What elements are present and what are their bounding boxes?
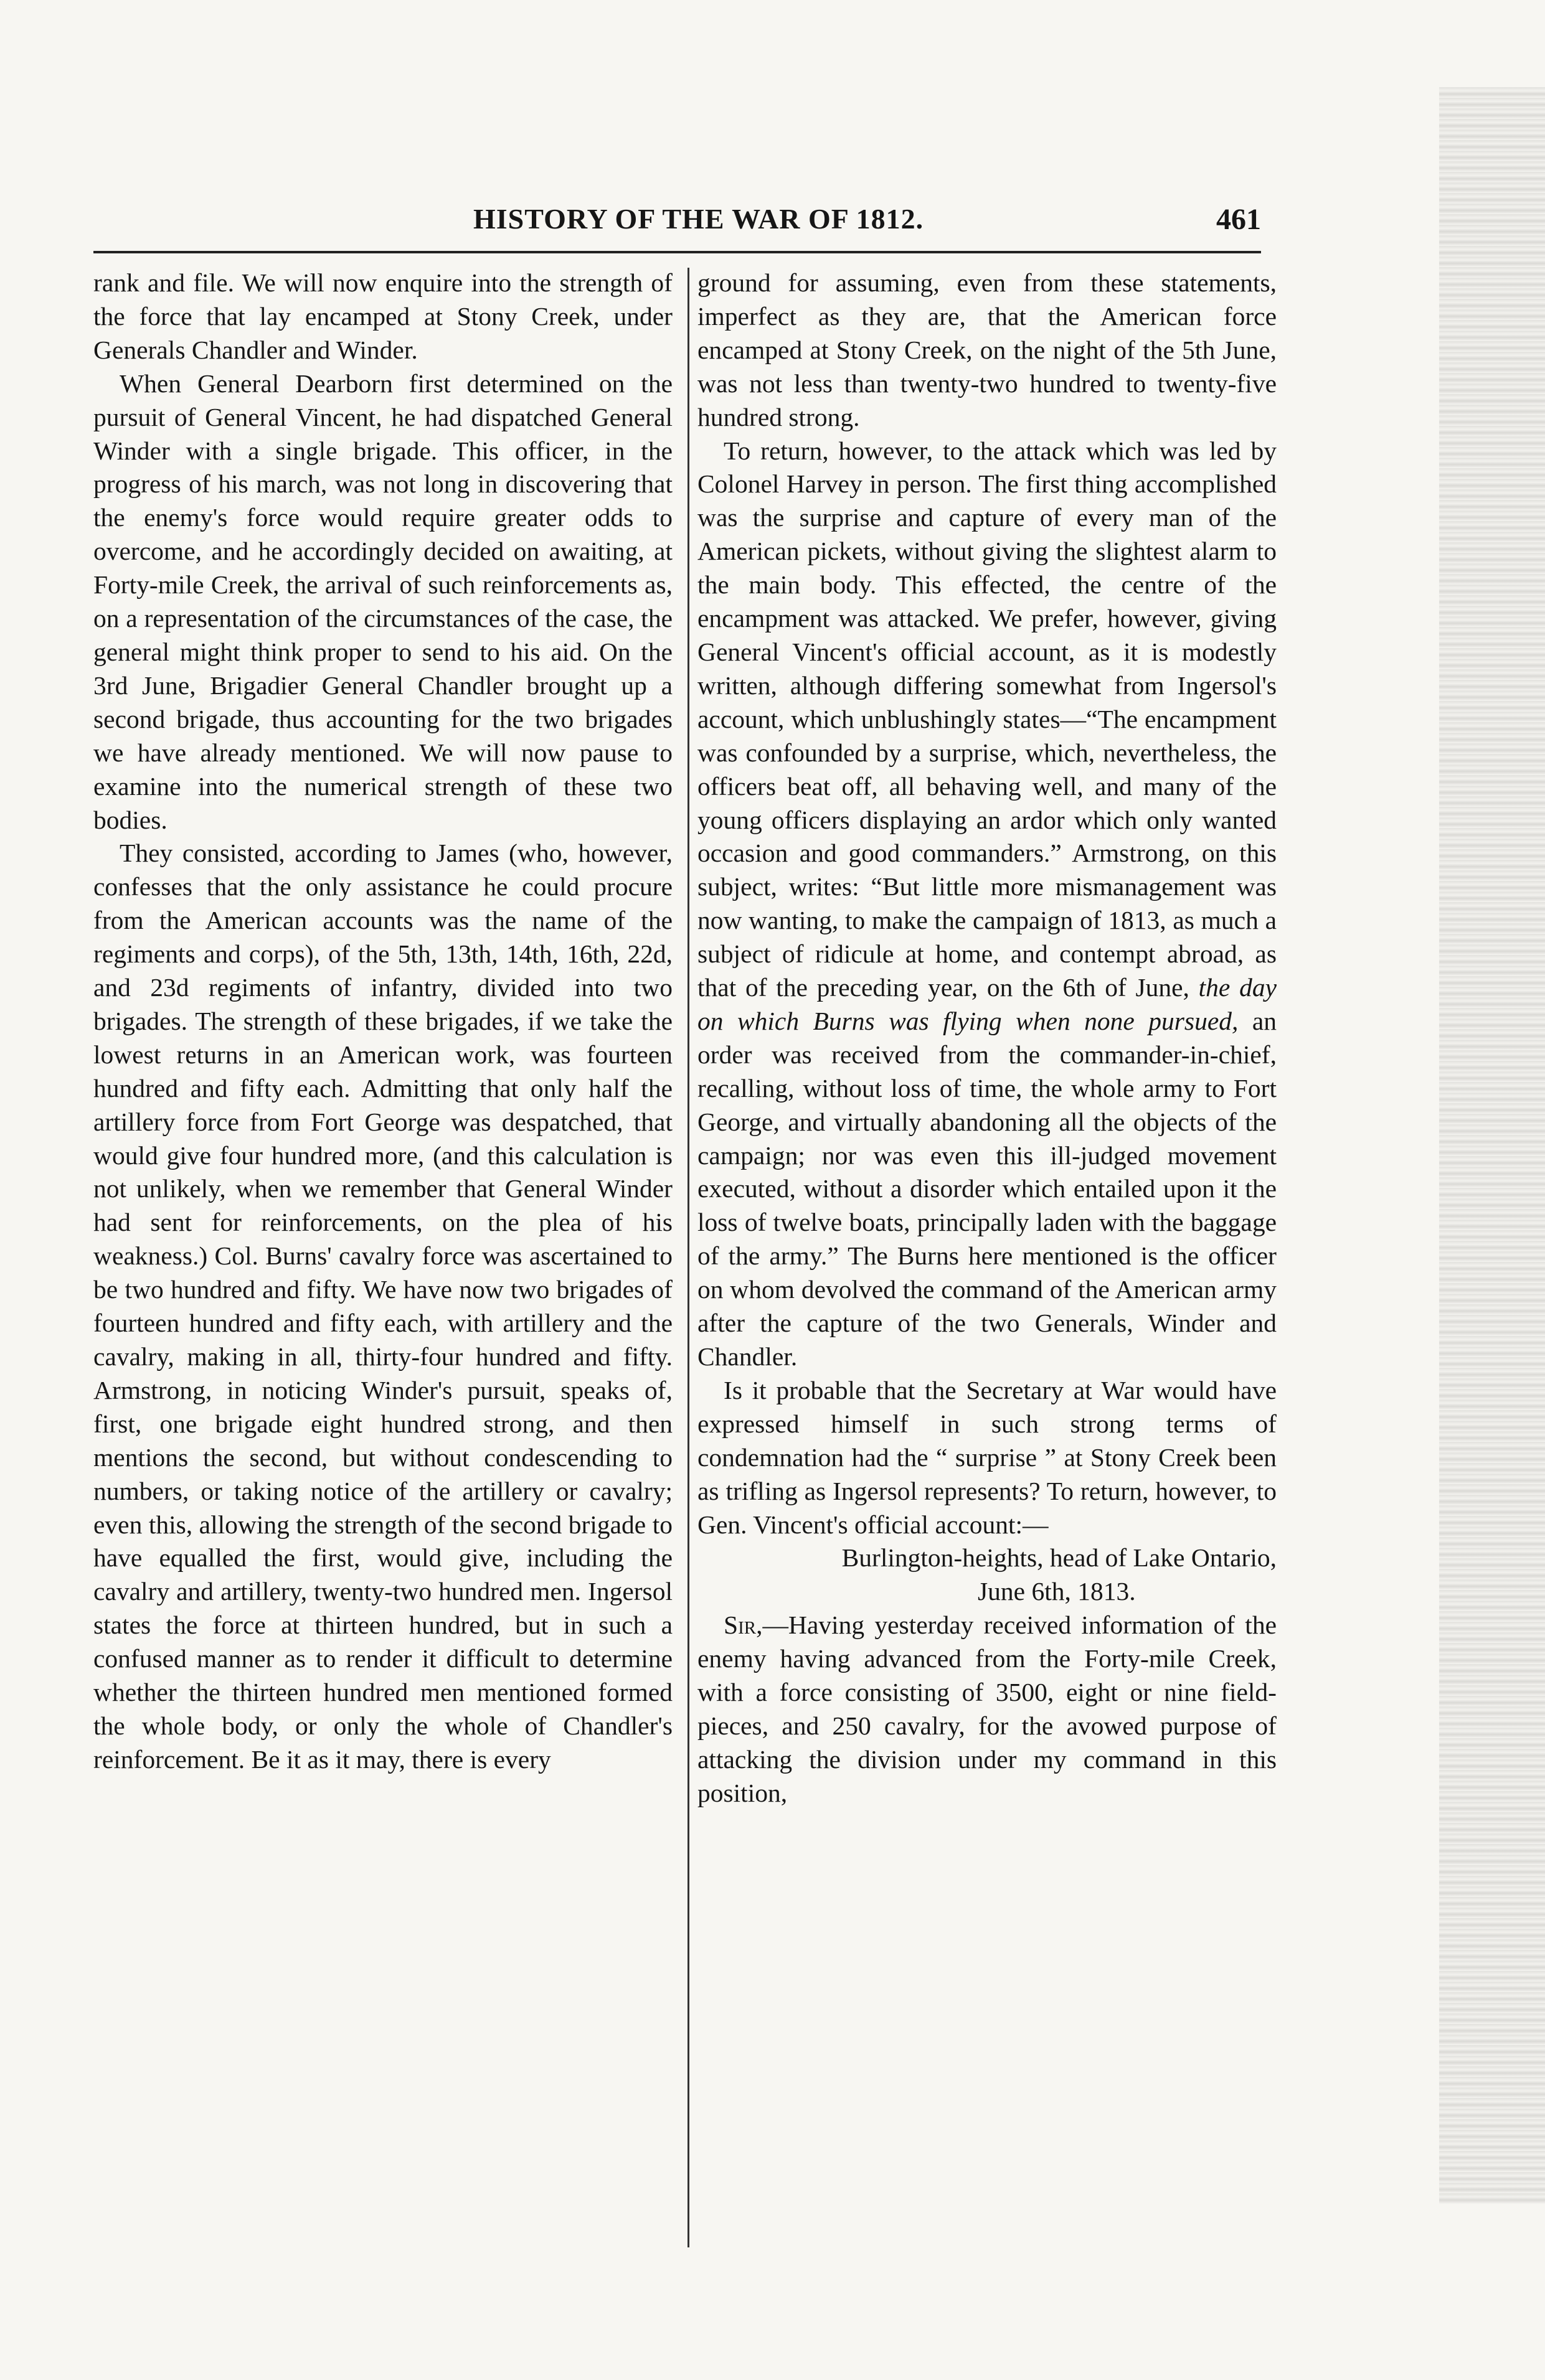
paragraph: When General Dearborn first determined on the pursuit of General Vincent, he had dispatched General Winder with a single brigade. This officer, in the progress of his march, was not long in discovering that the enemy's force would require greater odds to overcome, and he accordingly decided on awaiting, at Forty-mile Creek, the arrival of such reinforcements as, on a representation of the circumstances of the case, the general might think proper to send to his aid. On the 3rd June, Brigadier General Chandler brought up a second brigade, thus accounting for the two brigades we have already mentioned. We will now pause to examine into the numerical strength of these two bodies. <box>93 369 673 834</box>
column-divider <box>687 268 689 2247</box>
paragraph-text: To return, however, to the attack which was led by Colonel Harvey in person. The first thing accomplished was the surprise and capture of every man of the American pickets, without giving the slightest alarm to the main body. This effected, the centre of the encampment was attacked. We prefer, however, giving General Vincent's official account, as it is modestly written, although differing somewhat from Ingersol's account, which unblushingly states—“The encampment was confounded by a surprise, which, nevertheless, the officers beat off, all behaving well, and many of the young officers displaying an ardor which only wanted occasion and good commanders.” Armstrong, on this subject, writes: “But little more mismanagement was now wanting, to make the campaign of 1813, as much a subject of ridicule at home, and contempt abroad, as that of the preceding year, on the 6th of June, <box>697 436 1277 1002</box>
page-header <box>93 202 1261 246</box>
letter-opening <box>697 1609 1277 1810</box>
paragraph: Is it probable that the Secretary at War would have expressed himself in such strong terms of condemnation had the “ surprise ” at Stony Creek been as trifling as Ingersol represents? To return, however, to Gen. Vincent's official account:— <box>697 1375 1277 1539</box>
page-number: 461 <box>1216 203 1261 236</box>
letter-salutation: Sir, <box>724 1611 763 1640</box>
letter-dateline: Burlington-heights, head of Lake Ontario, <box>841 1543 1277 1573</box>
header-rule <box>93 251 1261 253</box>
paragraph: rank and file. We will now enquire into the strength of the force that lay encamped at Stony Creek, under Generals Chandler and Winder. <box>93 268 673 364</box>
letter-date: June 6th, 1813. <box>978 1577 1136 1606</box>
paragraph-text: an order was received from the commander-in-chief, recalling, without loss of time, the whole army to Fort George, and virtually abandoning all the objects of the campaign; nor was even this ill-judged movement executed, without a disorder which entailed upon it the loss of twelve boats, principally laden with the baggage of the army.” The Burns here mentioned is the officer on whom devolved the command of the American army after the capture of the two Generals, Winder and Chandler. <box>697 1006 1277 1371</box>
left-column <box>93 266 673 1777</box>
paragraph <box>697 435 1277 1374</box>
scan-edge-shadow <box>1439 87 1545 2204</box>
running-title: HISTORY OF THE WAR OF 1812. <box>473 203 924 235</box>
paragraph: ground for assuming, even from these statements, imperfect as they are, that the American force encamped at Stony Creek, on the night of the 5th June, was not less than twenty-two hundred to twenty-five hundred strong. <box>697 268 1277 431</box>
italic-quote: the day on which Burns was flying when none pursued, <box>697 973 1277 1035</box>
letter-body: —Having yesterday received information of the enemy having advanced from the Forty-mile Creek, with a force consisting of 3500, eight or nine field-pieces, and 250 cavalry, for the avowed purpose of attacking the division under my command in this position, <box>697 1611 1277 1807</box>
paragraph: They consisted, according to James (who, however, confesses that the only assistance he could procure from the American accounts was the name of the regiments and corps), of the 5th, 13th, 14th, 16th, 22d, and 23d regiments of infantry, divided into two brigades. The strength of these brigades, if we take the lowest returns in an American work, was fourteen hundred and fifty each. Admitting that only half the artillery force from Fort George was despatched, that would give four hundred more, (and this calculation is not unlikely, when we remember that General Winder had sent for reinforcements, on the plea of his weakness.) Col. Burns' cavalry force was ascertained to be two hundred and fifty. We have now two brigades of fourteen hundred and fifty each, with artillery and the cavalry, making in all, thirty-four hundred and fifty. Armstrong, in noticing Winder's pursuit, speaks of, first, one brigade eight hundred strong, and then mentions the second, but without condescending to numbers, or taking notice of the artillery or cavalry; even this, allowing the strength of the second brigade to have equalled the first, would give, including the cavalry and artillery, twenty-two hundred men. Ingersol states the force at thirteen hundred, but in such a confused manner as to render it difficult to determine whether the thirteen hundred men mentioned formed the whole body, or only the whole of Chandler's reinforcement. Be it as it may, there is every <box>93 839 673 1774</box>
right-column <box>697 266 1277 1810</box>
